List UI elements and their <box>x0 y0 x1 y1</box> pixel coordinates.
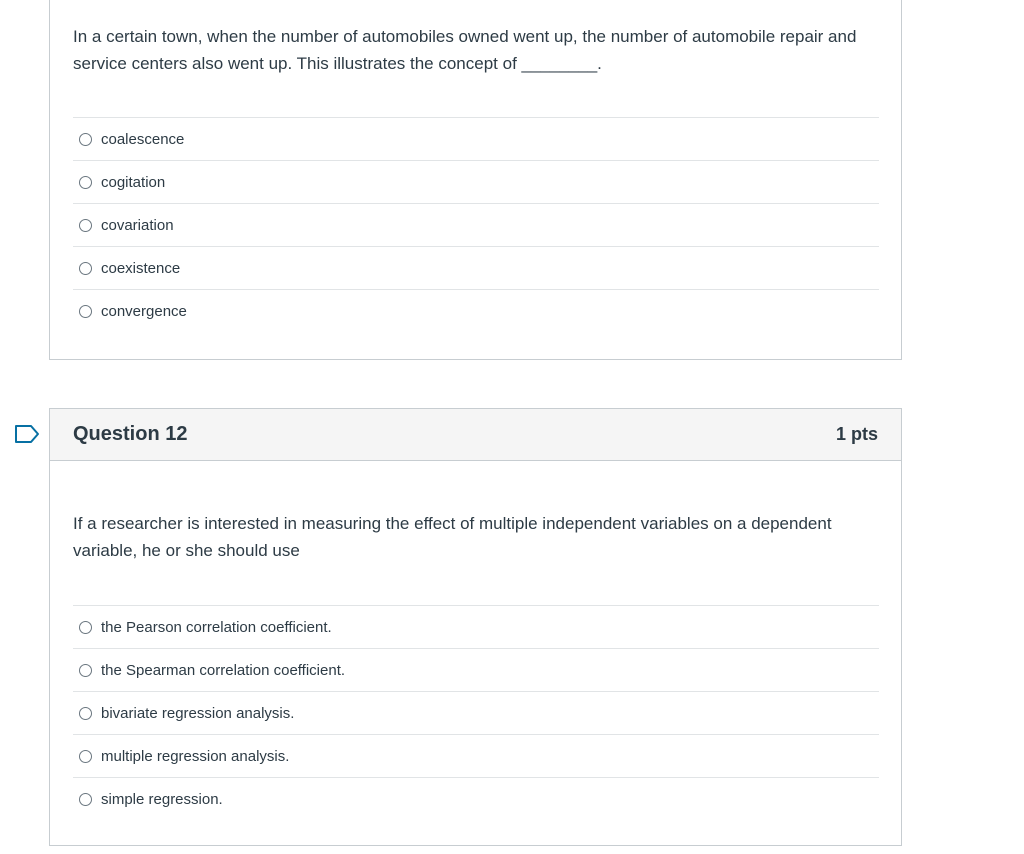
answer-coalescence[interactable] <box>73 118 879 161</box>
radio-button[interactable] <box>79 133 92 146</box>
answer-simple-regression[interactable] <box>73 778 879 821</box>
answer-label: coexistence <box>101 259 181 277</box>
question-title: Question 12 <box>73 423 188 445</box>
answer-label: convergence <box>101 303 187 320</box>
answer-label: simple regression. <box>101 791 223 808</box>
answer-label: coalescence <box>101 130 185 148</box>
answer-bivariate-regression[interactable] <box>73 692 879 735</box>
radio-button[interactable] <box>79 176 92 189</box>
answer-coexistence[interactable] <box>73 247 879 290</box>
answer-spearman[interactable] <box>73 649 879 692</box>
answer-multiple-regression[interactable] <box>73 735 879 778</box>
radio-button[interactable] <box>79 305 92 318</box>
answer-label: cogitation <box>101 173 166 191</box>
answer-covariation[interactable] <box>73 204 879 247</box>
radio-button[interactable] <box>79 793 92 806</box>
question-points: 1 pts <box>835 424 878 444</box>
answer-label: multiple regression analysis. <box>101 747 290 765</box>
answer-pearson[interactable] <box>73 606 879 649</box>
answer-convergence[interactable] <box>73 290 879 333</box>
radio-button[interactable] <box>79 262 92 275</box>
answer-label: bivariate regression analysis. <box>101 704 295 722</box>
radio-button[interactable] <box>79 621 92 634</box>
radio-button[interactable] <box>79 707 92 720</box>
question-12-card <box>49 408 902 846</box>
flag-question-icon[interactable] <box>14 425 40 443</box>
question-12-header <box>50 409 901 461</box>
question-12-body <box>50 461 901 821</box>
answer-label: the Pearson correlation coefficient. <box>101 618 332 636</box>
question-11-body <box>50 0 901 333</box>
answer-label: covariation <box>101 216 174 234</box>
answer-label: the Spearman correlation coefficient. <box>101 661 346 679</box>
question-12-text: If a researcher is interested in measuring the effect of multiple independent variables on a dependent variable, he or she should use <box>73 514 832 560</box>
radio-button[interactable] <box>79 664 92 677</box>
radio-button[interactable] <box>79 750 92 763</box>
question-11-answers <box>73 117 879 333</box>
question-11-card <box>49 0 902 360</box>
question-11-text: In a certain town, when the number of automobiles owned went up, the number of automobile repair and service centers also went up. This illustrates the concept of ________. <box>73 27 857 73</box>
answer-cogitation[interactable] <box>73 161 879 204</box>
radio-button[interactable] <box>79 219 92 232</box>
question-12-answers <box>73 605 879 821</box>
